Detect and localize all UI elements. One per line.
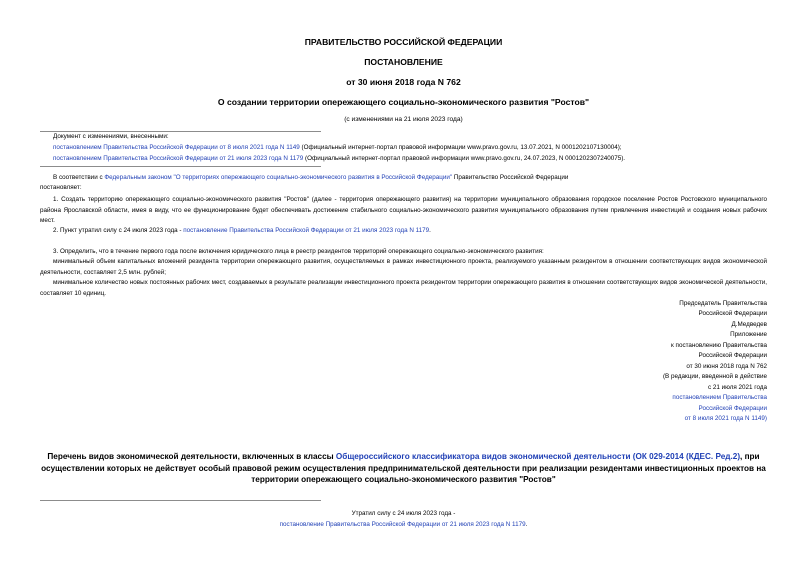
change-item (53, 143, 622, 154)
appendix-line: Приложение (730, 331, 767, 338)
decides-label: постановляет: (40, 184, 82, 191)
signature-line: Председатель Правительства (679, 300, 767, 307)
change-details: (Официальный интернет-портал правовой информации www.pravo.gov.ru, 24.07.2023, N 0001202307240075). (303, 155, 626, 162)
document-date-number: от 30 июня 2018 года N 762 (346, 77, 461, 87)
paragraph-1: 1. Создать территорию опережающего социально-экономического развития "Ростов" (далее - территория опережающего развития) на территории муниципального образования городское поселение Ростов Ростовского муниципального района Ярославской области, имея в виду, что ее функционирование будет обеспечивать достижение стабильного социально-экономического развития муниципального образования путем привлечения инвестиций и создания новых рабочих мест. (40, 196, 767, 224)
repeal-link-1179[interactable]: постановление Правительства Российской Федерации от 21 июля 2023 года N 1179 (183, 227, 430, 234)
change-link-1179[interactable]: постановлением Правительства Российской Федерации от 21 июля 2023 года N 1179 (53, 155, 304, 162)
appendix-link[interactable]: от 8 июля 2021 года N 1149) (684, 415, 767, 422)
appendix-line: Российской Федерации (698, 352, 767, 359)
paragraph-2: 2. Пункт утратил силу с 24 июля 2023 года - постановление Правительства Российской Федерации от 21 июля 2023 года N 1179. (53, 227, 431, 234)
preamble: В соответствии с Федеральным законом "О территориях опережающего социально-экономического развития в Российской Федерации" Правительство Российской Федерации (53, 174, 569, 181)
appendix-link[interactable]: постановлением Правительства (672, 394, 767, 401)
appendix-line: с 21 июля 2021 года (707, 384, 767, 391)
footer-lost-force: Утратил силу с 24 июля 2023 года - (351, 510, 456, 517)
footer-repeal: постановление Правительства Российской Федерации от 21 июля 2023 года N 1179. (279, 521, 528, 528)
okved-link[interactable]: Общероссийского классификатора видов экономической деятельности (ОК 029-2014 (КДЕС. Ред.2) (335, 452, 741, 461)
signature-name: Д.Медведев (731, 321, 767, 328)
document-type: ПОСТАНОВЛЕНИЕ (364, 57, 443, 67)
appendix-line: к постановлению Правительства (671, 342, 767, 349)
change-link-1149[interactable]: постановлением Правительства Российской Федерации от 8 июля 2021 года N 1149 (53, 144, 300, 151)
divider (40, 500, 321, 501)
list-title: Перечень видов экономической деятельности, включенных в классы Общероссийского классификатора видов экономической деятельности (ОК 029-2014 (КДЕС. Ред.2), при осуществлении которых не действует особый правовой режим осуществления предпринимательской деятельности при реализации резидентами инвестиционных проектов на территории опережающего социально-экономического развития "Ростов" (41, 452, 766, 484)
paragraph-3b: минимальное количество новых постоянных рабочих мест, создаваемых в результате реализации инвестиционного проекта резидентом территории опережающего развития в отношении соответствующих видов экономической деятельности, составляет 10 единиц. (40, 279, 767, 297)
divider (40, 166, 321, 167)
change-details: (Официальный интернет-портал правовой информации www.pravo.gov.ru, 13.07.2021, N 0001202107130004); (299, 144, 622, 151)
government-name: ПРАВИТЕЛЬСТВО РОССИЙСКОЙ ФЕДЕРАЦИИ (304, 37, 503, 47)
page-title: О создании территории опережающего социально-экономического развития "Ростов" (217, 97, 590, 107)
signature-line: Российской Федерации (698, 310, 767, 317)
revision-note: (с изменениями на 21 июля 2023 года) (344, 116, 463, 123)
federal-law-link[interactable]: Федеральным законом "О территориях опережающего социально-экономического развития в Российской Федерации" (104, 174, 453, 181)
paragraph-3a: минимальный объем капитальных вложений резидента территории опережающего развития, осуществляемых в рамках инвестиционного проекта, реализуемого указанным резидентом в отношении соответствующих видов экономической деятельности, составляет 2,5 млн. рублей; (40, 258, 767, 276)
paragraph-3: 3. Определить, что в течение первого года после включения юридического лица в реестр резидентов территорий опережающего социально-экономического развития: (53, 248, 544, 255)
changes-intro: Документ с изменениями, внесенными: (53, 133, 169, 140)
change-item (53, 154, 625, 165)
appendix-line: от 30 июня 2018 года N 762 (686, 363, 767, 370)
appendix-line: (В редакции, введенной в действие (662, 373, 767, 380)
appendix-link[interactable]: Российской Федерации (698, 405, 767, 412)
footer-link-1179[interactable]: постановление Правительства Российской Федерации от 21 июля 2023 года N 1179 (279, 521, 526, 528)
